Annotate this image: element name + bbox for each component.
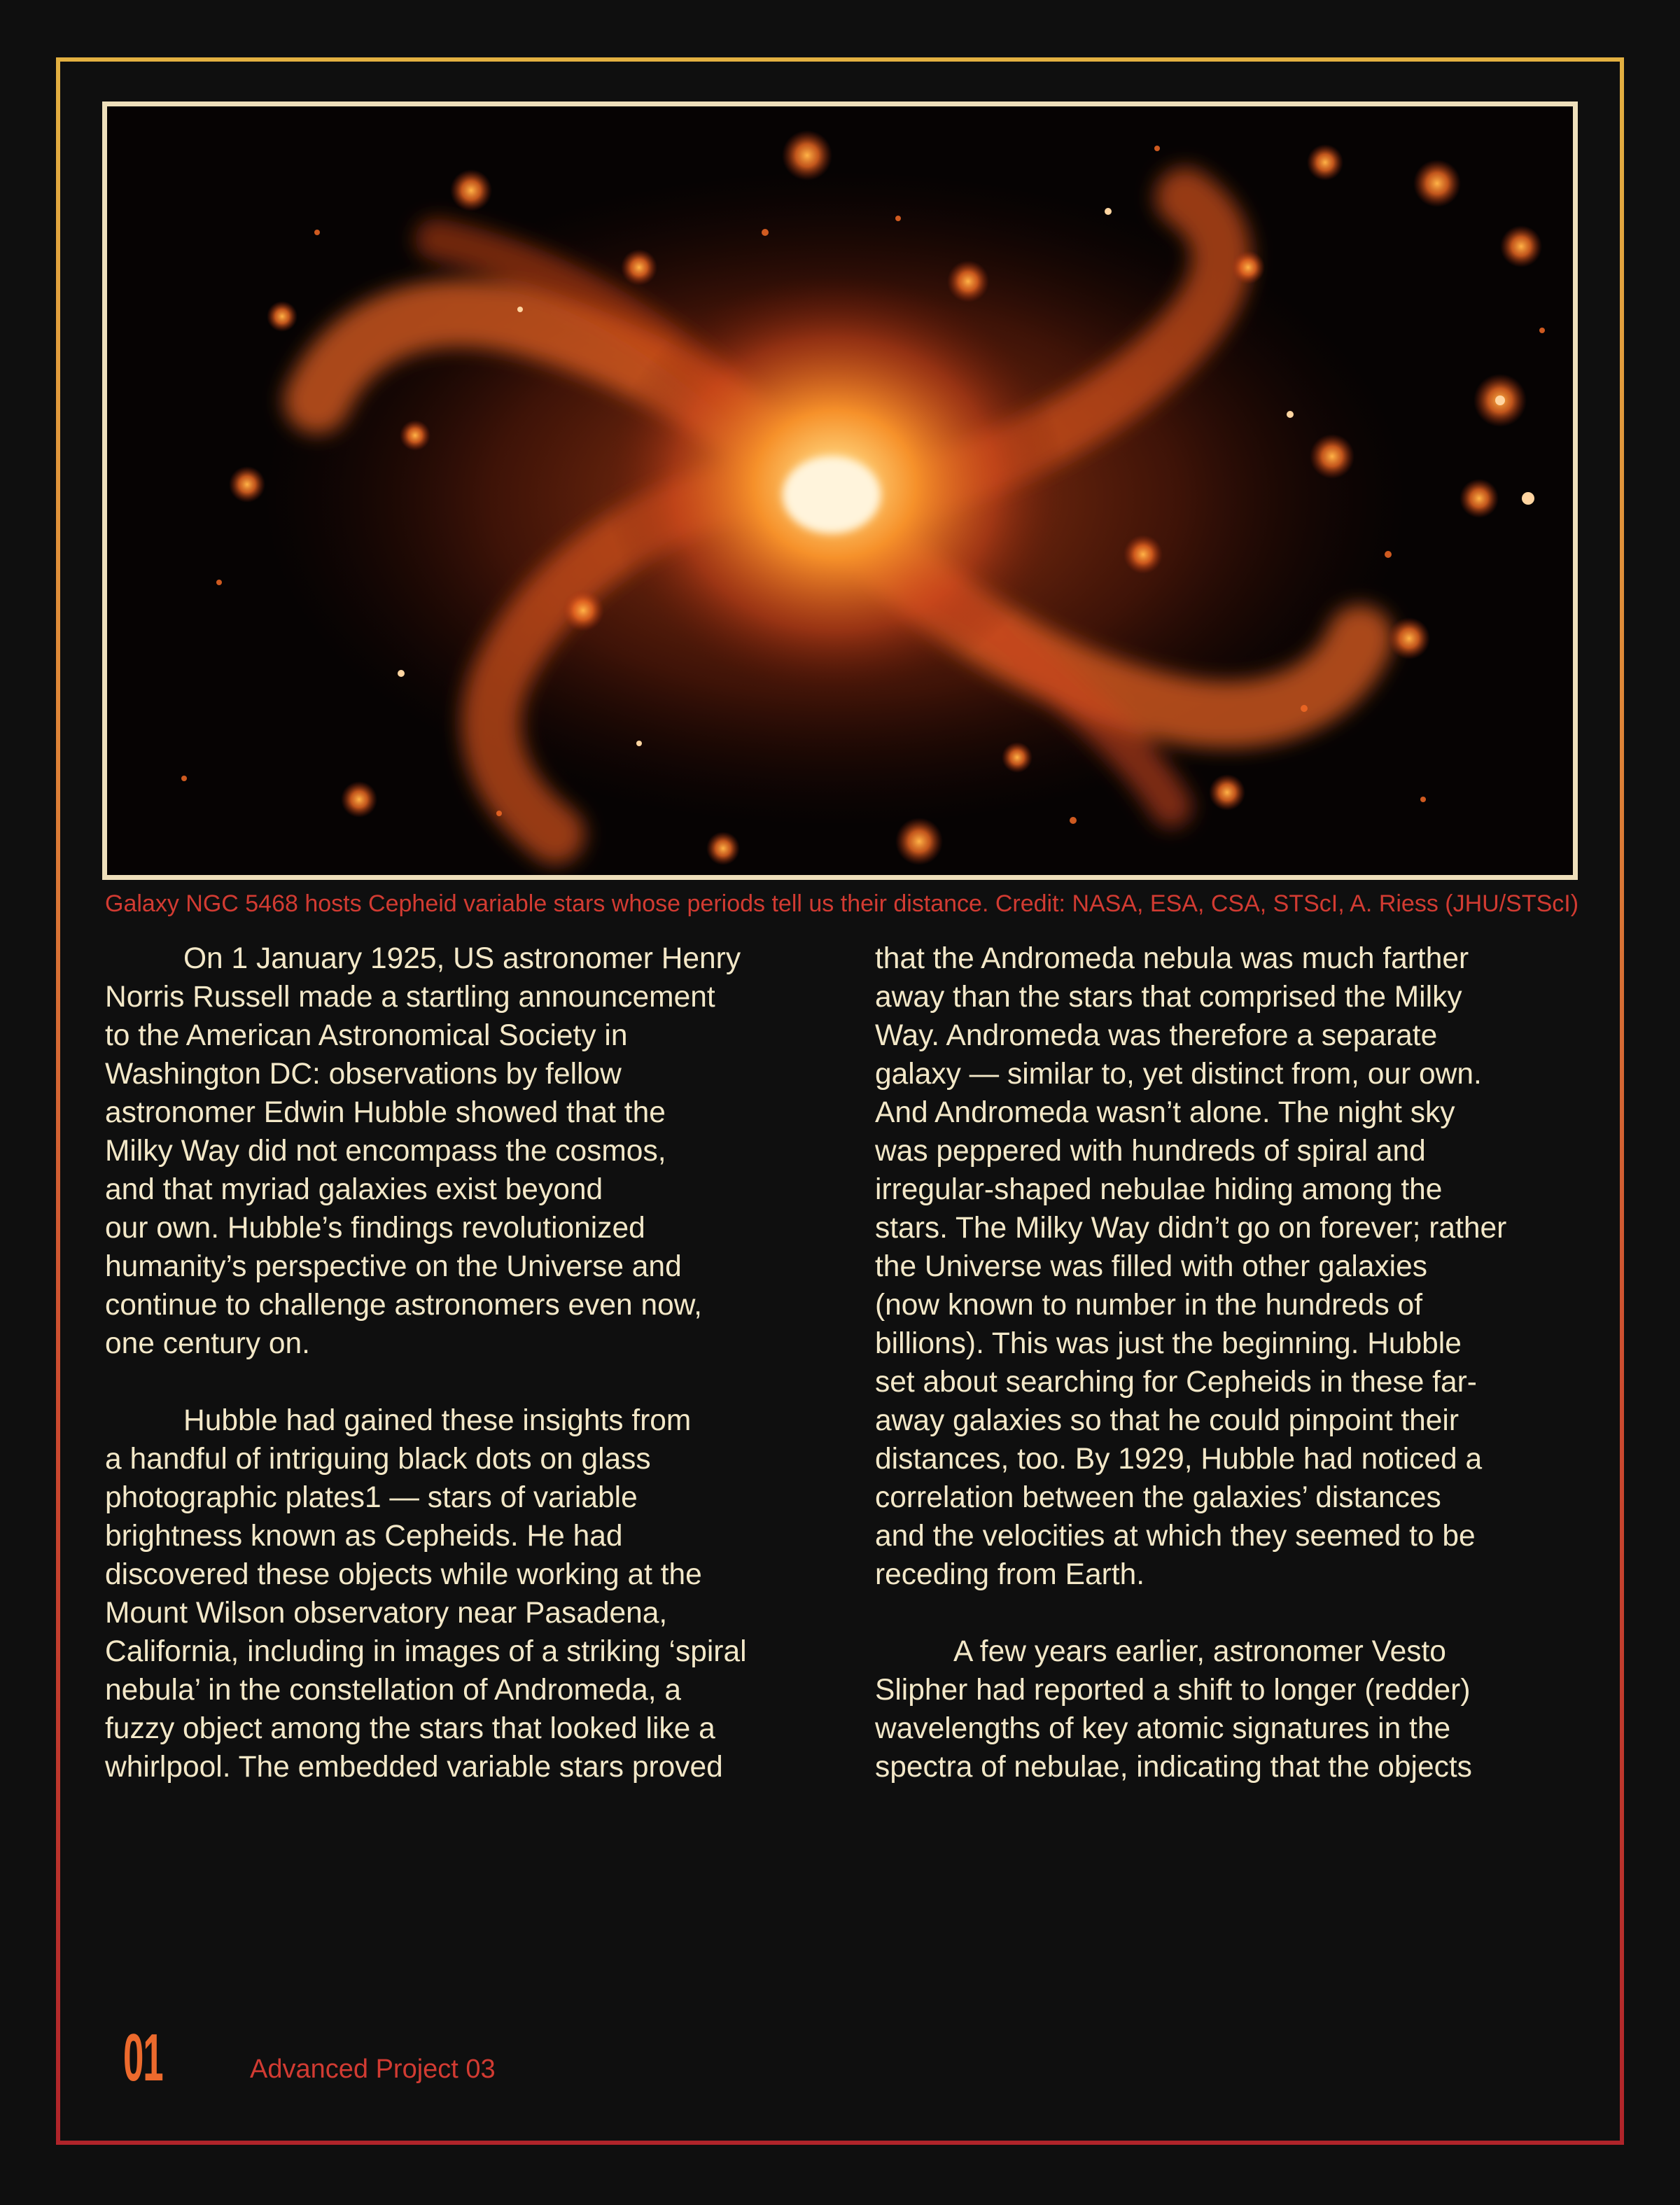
text-line: Hubble had gained these insights from	[183, 1404, 692, 1437]
text-line: fuzzy object among the stars that looked like a	[105, 1712, 715, 1745]
text-line: wavelengths of key atomic signatures in the	[875, 1712, 1451, 1745]
galaxy-photo	[102, 102, 1578, 880]
photo-caption: Galaxy NGC 5468 hosts Cepheid variable stars whose periods tell us their distance. Credit: NASA, ESA, CSA, STScI, A. Riess (JHU/STScI)	[105, 890, 1579, 917]
text-line: a handful of intriguing black dots on glass	[105, 1443, 651, 1476]
text-line: Mount Wilson observatory near Pasadena,	[105, 1597, 668, 1630]
text-line: away galaxies so that he could pinpoint their	[875, 1404, 1460, 1437]
text-line: California, including in images of a striking ‘spiral	[105, 1635, 747, 1668]
left-column	[105, 939, 777, 1825]
text-line: Washington DC: observations by fellow	[105, 1058, 622, 1091]
text-line: Norris Russell made a startling announcement	[105, 981, 715, 1014]
footer-title: Advanced Project 03	[250, 2054, 496, 2084]
text-line: Milky Way did not encompass the cosmos,	[105, 1135, 666, 1168]
text-line: billions). This was just the beginning. Hubble	[875, 1327, 1462, 1360]
paragraph	[105, 1401, 777, 1786]
text-line: receding from Earth.	[875, 1558, 1145, 1591]
text-line: our own. Hubble’s findings revolutionized	[105, 1212, 645, 1245]
text-line: one century on.	[105, 1327, 310, 1360]
text-line: and that myriad galaxies exist beyond	[105, 1173, 603, 1206]
text-line: On 1 January 1925, US astronomer Henry	[183, 942, 741, 975]
text-line: whirlpool. The embedded variable stars proved	[105, 1751, 723, 1784]
text-line: and the velocities at which they seemed to be	[875, 1520, 1476, 1553]
text-line: brightness known as Cepheids. He had	[105, 1520, 623, 1553]
text-line: nebula’ in the constellation of Andromeda, a	[105, 1674, 682, 1707]
right-column	[875, 939, 1547, 1825]
text-line: A few years earlier, astronomer Vesto	[953, 1635, 1446, 1668]
text-line: stars. The Milky Way didn’t go on forever; rather	[875, 1212, 1507, 1245]
paragraph	[105, 939, 777, 1363]
text-line: set about searching for Cepheids in these far-	[875, 1366, 1477, 1399]
text-line: correlation between the galaxies’ distances	[875, 1481, 1441, 1514]
text-line: spectra of nebulae, indicating that the objects	[875, 1751, 1472, 1784]
text-line: was peppered with hundreds of spiral and	[875, 1135, 1426, 1168]
text-line: astronomer Edwin Hubble showed that the	[105, 1096, 666, 1129]
text-line: Slipher had reported a shift to longer (redder)	[875, 1674, 1471, 1707]
text-line: humanity’s perspective on the Universe and	[105, 1250, 682, 1283]
text-line: irregular-shaped nebulae hiding among the	[875, 1173, 1443, 1206]
text-line: continue to challenge astronomers even now,	[105, 1289, 702, 1322]
text-line: distances, too. By 1929, Hubble had noticed a	[875, 1443, 1483, 1476]
text-line: galaxy — similar to, yet distinct from, our own.	[875, 1058, 1482, 1091]
text-line: And Andromeda wasn’t alone. The night sky	[875, 1096, 1455, 1129]
text-line: photographic plates1 — stars of variable	[105, 1481, 638, 1514]
galaxy-image	[107, 106, 1573, 875]
text-line: that the Andromeda nebula was much farther	[875, 942, 1469, 975]
paragraph	[875, 1632, 1547, 1786]
text-line: (now known to number in the hundreds of	[875, 1289, 1422, 1322]
text-line: away than the stars that comprised the Milky	[875, 981, 1462, 1014]
text-line: the Universe was filled with other galaxies	[875, 1250, 1427, 1283]
text-line: Way. Andromeda was therefore a separate	[875, 1019, 1438, 1052]
paragraph	[875, 939, 1547, 1594]
text-line: to the American Astronomical Society in	[105, 1019, 628, 1052]
text-line: discovered these objects while working at the	[105, 1558, 702, 1591]
page-number: 01	[123, 2020, 163, 2095]
